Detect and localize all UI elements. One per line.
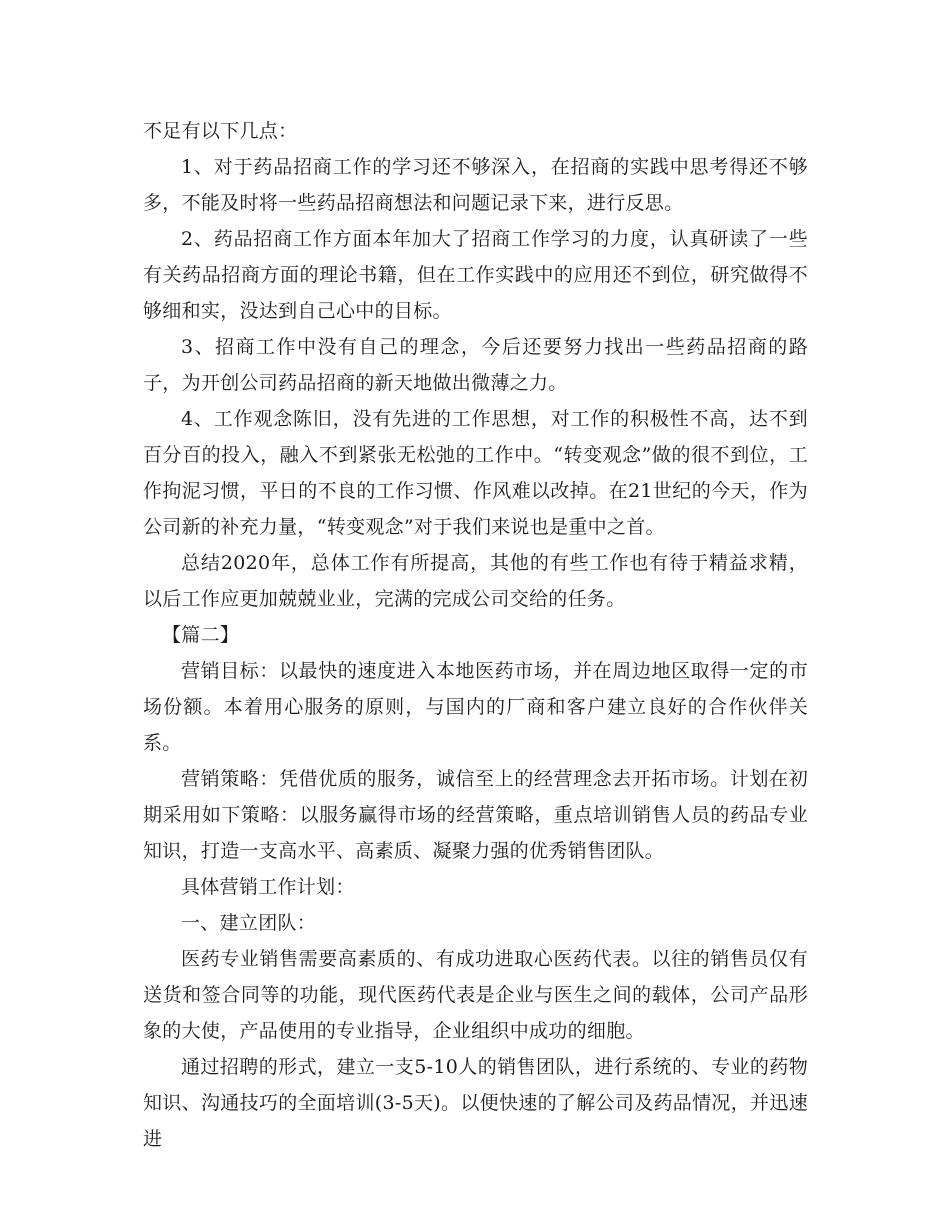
paragraph-marketing-strategy: 营销策略：凭借优质的服务，诚信至上的经营理念去开拓市场。计划在初期采用如下策略：以服务赢得市场的经营策略，重点培训销售人员的药品专业知识，打造一支高水平、高素质、凝聚力强的优秀销售团队。 — [143, 768, 808, 862]
paragraph-marketing-goal: 营销目标：以最快的速度进入本地医药市场，并在周边地区取得一定的市场份额。本着用心服务的原则，与国内的厂商和客户建立良好的合作伙伴关系。 — [143, 660, 808, 754]
paragraph-team-description: 医药专业销售需要高素质的、有成功进取心医药代表。以往的销售员仅有送货和签合同等的功能，现代医药代表是企业与医生之间的载体，公司产品形象的大使，产品使用的专业指导，企业组织中成功的细胞。 — [143, 948, 808, 1042]
section-heading: 【篇二】 — [162, 624, 240, 646]
paragraph-plan-heading: 具体营销工作计划： — [181, 876, 355, 898]
document-body — [143, 113, 808, 1157]
paragraph-summary: 总结2020年，总体工作有所提高，其他的有些工作也有待于精益求精，以后工作应更加兢兢业业，完满的完成公司交给的任务。 — [143, 552, 808, 610]
paragraph-recruitment: 通过招聘的形式，建立一支5-10人的销售团队，进行系统的、专业的药物知识、沟通技巧的全面培训(3-5天)。以便快速的了解公司及药品情况，并迅速进 — [143, 1056, 808, 1150]
paragraph-point-2: 2、药品招商工作方面本年加大了招商工作学习的力度，认真研读了一些有关药品招商方面的理论书籍，但在工作实践中的应用还不到位，研究做得不够细和实，没达到自己心中的目标。 — [143, 228, 808, 322]
paragraph-team-heading: 一、建立团队： — [181, 912, 317, 934]
paragraph-point-1: 1、对于药品招商工作的学习还不够深入，在招商的实践中思考得还不够多，不能及时将一些药品招商想法和问题记录下来，进行反思。 — [143, 156, 808, 214]
paragraph-point-4: 4、工作观念陈旧，没有先进的工作思想，对工作的积极性不高，达不到百分百的投入，融入不到紧张无松弛的工作中。“转变观念”做的很不到位，工作拘泥习惯，平日的不良的工作习惯、作风难以改掉。在21世纪的今天，作为公司新的补充力量，“转变观念”对于我们来说也是重中之首。 — [143, 408, 808, 538]
paragraph-intro: 不足有以下几点： — [143, 120, 298, 142]
paragraph-point-3: 3、招商工作中没有自己的理念，今后还要努力找出一些药品招商的路子，为开创公司药品招商的新天地做出微薄之力。 — [143, 336, 808, 394]
